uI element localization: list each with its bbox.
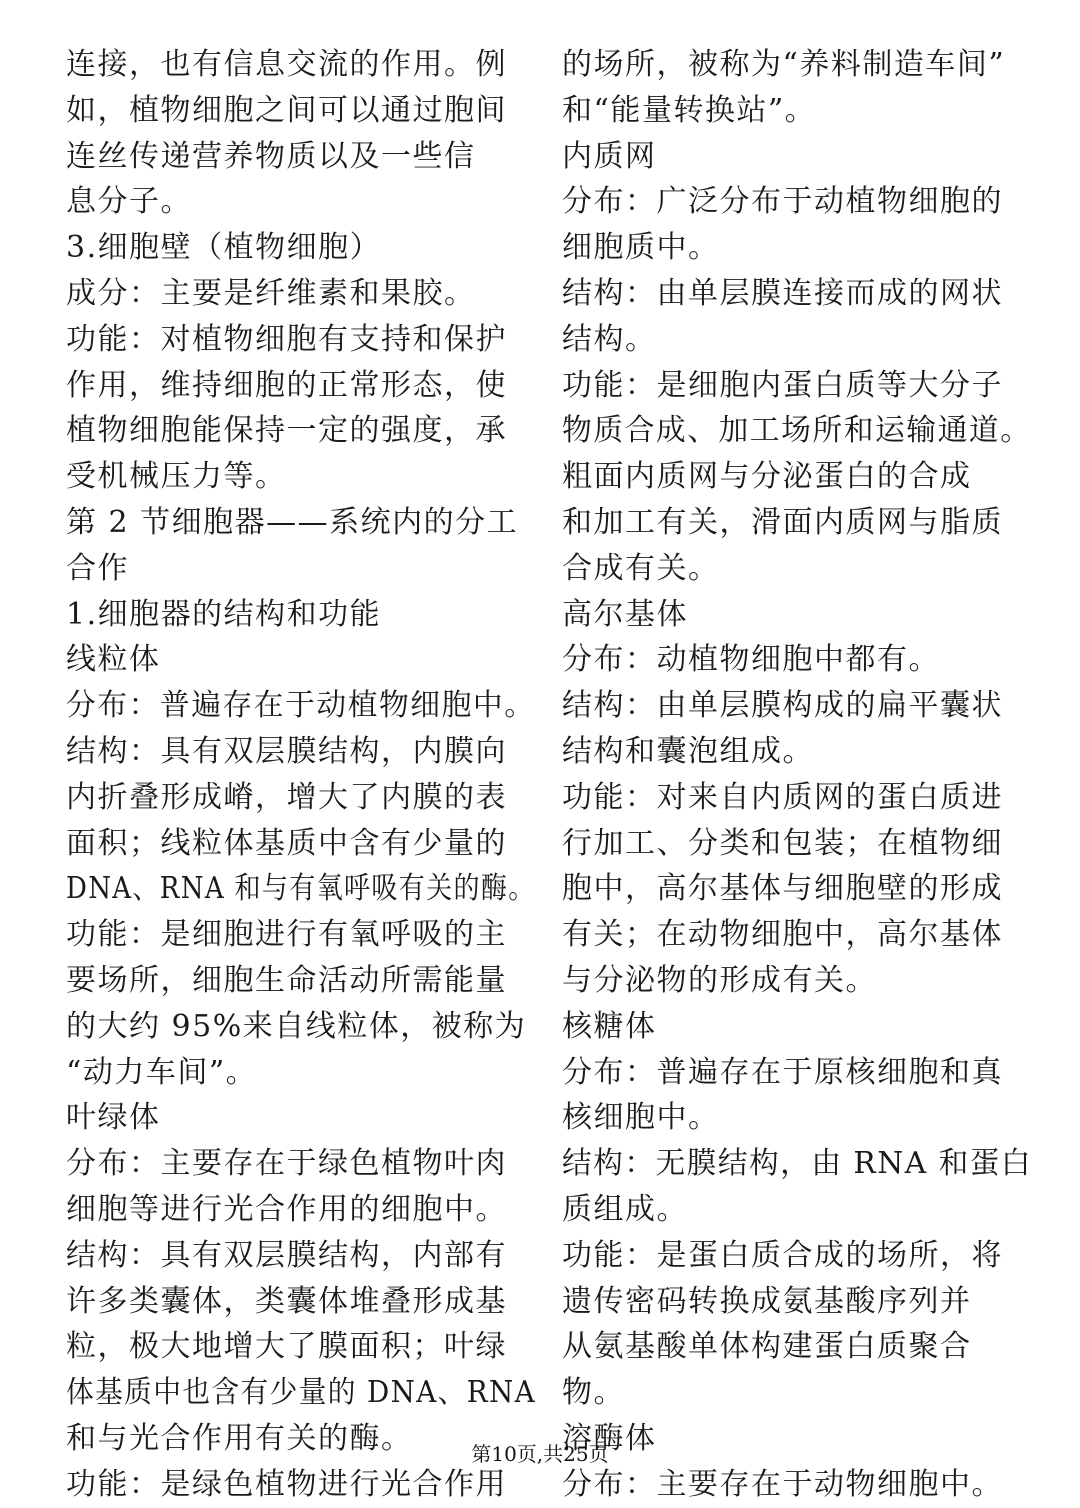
text-line: 结构：具有双层膜结构，内膜向 bbox=[66, 733, 507, 769]
text-line: 成分：主要是纤维素和果胶。 bbox=[66, 275, 476, 311]
text-line: 植物细胞能保持一定的强度，承 bbox=[66, 413, 507, 449]
text-line: 功能：是蛋白质合成的场所，将 bbox=[562, 1237, 1003, 1273]
text-line: 细胞等进行光合作用的细胞中。 bbox=[66, 1191, 507, 1227]
text-line: 1.细胞器的结构和功能 bbox=[66, 596, 382, 632]
text-line: 受机械压力等。 bbox=[66, 459, 287, 495]
text-line: 结构：由单层膜连接而成的网状 bbox=[562, 275, 1003, 311]
text-line: 有关；在动物细胞中，高尔基体 bbox=[562, 917, 1003, 953]
text-line: 的大约 95%来自线粒体，被称为 bbox=[66, 1008, 527, 1044]
text-line: 连丝传递营养物质以及一些信 bbox=[66, 138, 476, 174]
text-line: 质组成。 bbox=[562, 1191, 688, 1227]
text-line: 细胞质中。 bbox=[562, 230, 720, 266]
text-line: 第 2 节细胞器——系统内的分工 bbox=[66, 504, 519, 540]
text-line: 结构。 bbox=[562, 321, 657, 357]
text-line: 分布：广泛分布于动植物细胞的 bbox=[562, 184, 1003, 220]
text-line: 物质合成、加工场所和运输通道。 bbox=[562, 413, 1032, 449]
text-line: 和与光合作用有关的酶。 bbox=[66, 1420, 413, 1456]
text-line: 行加工、分类和包装；在植物细 bbox=[562, 825, 1003, 861]
text-line: 如，植物细胞之间可以通过胞间 bbox=[66, 92, 507, 128]
text-line: 功能：是细胞内蛋白质等大分子 bbox=[562, 367, 1003, 403]
text-line: 与分泌物的形成有关。 bbox=[562, 962, 877, 998]
text-line: 作用，维持细胞的正常形态，使 bbox=[66, 367, 507, 403]
text-line: 结构和囊泡组成。 bbox=[562, 733, 814, 769]
text-line: 物。 bbox=[562, 1375, 625, 1411]
text-line: 内折叠形成嵴，增大了内膜的表 bbox=[66, 779, 507, 815]
text-line: 结构：无膜结构，由 RNA 和蛋白 bbox=[562, 1146, 1033, 1182]
text-line: 遗传密码转换成氨基酸序列并 bbox=[562, 1283, 972, 1319]
text-line: “动力车间”。 bbox=[66, 1054, 258, 1090]
text-line: 分布：普遍存在于动植物细胞中。 bbox=[66, 688, 536, 724]
page-footer: 第10页,共25页 bbox=[471, 1442, 609, 1466]
text-line: 分布：动植物细胞中都有。 bbox=[562, 642, 940, 678]
text-line: 分布：主要存在于动物细胞中。 bbox=[562, 1466, 1003, 1502]
text-line: 高尔基体 bbox=[562, 596, 688, 632]
text-line: 3.细胞壁（植物细胞） bbox=[66, 230, 382, 266]
text-line: 功能：对植物细胞有支持和保护 bbox=[66, 321, 507, 357]
text-line: 功能：是绿色植物进行光合作用 bbox=[66, 1466, 507, 1502]
text-line: 核糖体 bbox=[562, 1008, 657, 1044]
text-line: 分布：主要存在于绿色植物叶肉 bbox=[66, 1146, 507, 1182]
text-line: 功能：是细胞进行有氧呼吸的主 bbox=[66, 917, 507, 953]
text-line: 合成有关。 bbox=[562, 550, 720, 586]
text-line: 溶酶体 bbox=[562, 1420, 657, 1456]
text-line: 粗面内质网与分泌蛋白的合成 bbox=[562, 459, 972, 495]
text-line: 连接，也有信息交流的作用。例 bbox=[66, 47, 507, 82]
text-line: 合作 bbox=[66, 550, 129, 586]
text-line: 结构：具有双层膜结构，内部有 bbox=[66, 1237, 507, 1273]
text-line: 要场所，细胞生命活动所需能量 bbox=[66, 962, 507, 998]
text-line: DNA、RNA 和与有氧呼吸有关的酶。 bbox=[66, 871, 536, 907]
text-line: 核细胞中。 bbox=[562, 1100, 720, 1136]
text-line: 功能：对来自内质网的蛋白质进 bbox=[562, 779, 1003, 815]
right-column bbox=[562, 42, 1032, 1508]
text-line: 分布：普遍存在于原核细胞和真 bbox=[562, 1054, 1003, 1090]
text-line: 和加工有关，滑面内质网与脂质 bbox=[562, 504, 1003, 540]
text-line: 胞中，高尔基体与细胞壁的形成 bbox=[562, 871, 1003, 907]
text-line: 从氨基酸单体构建蛋白质聚合 bbox=[562, 1329, 972, 1365]
text-line: 叶绿体 bbox=[66, 1100, 161, 1136]
text-line: 结构：由单层膜构成的扁平囊状 bbox=[562, 688, 1003, 724]
text-line: 和“能量转换站”。 bbox=[562, 92, 817, 128]
left-column bbox=[66, 42, 536, 1508]
text-line: 许多类囊体，类囊体堆叠形成基 bbox=[66, 1283, 507, 1319]
text-line: 面积；线粒体基质中含有少量的 bbox=[66, 825, 507, 861]
text-line: 息分子。 bbox=[66, 184, 192, 220]
text-line: 线粒体 bbox=[66, 642, 161, 678]
text-line: 体基质中也含有少量的 DNA、RNA bbox=[66, 1375, 537, 1411]
text-line: 粒，极大地增大了膜面积；叶绿 bbox=[66, 1329, 507, 1365]
text-line: 内质网 bbox=[562, 138, 657, 174]
text-line: 的场所，被称为“养料制造车间” bbox=[562, 47, 1006, 82]
